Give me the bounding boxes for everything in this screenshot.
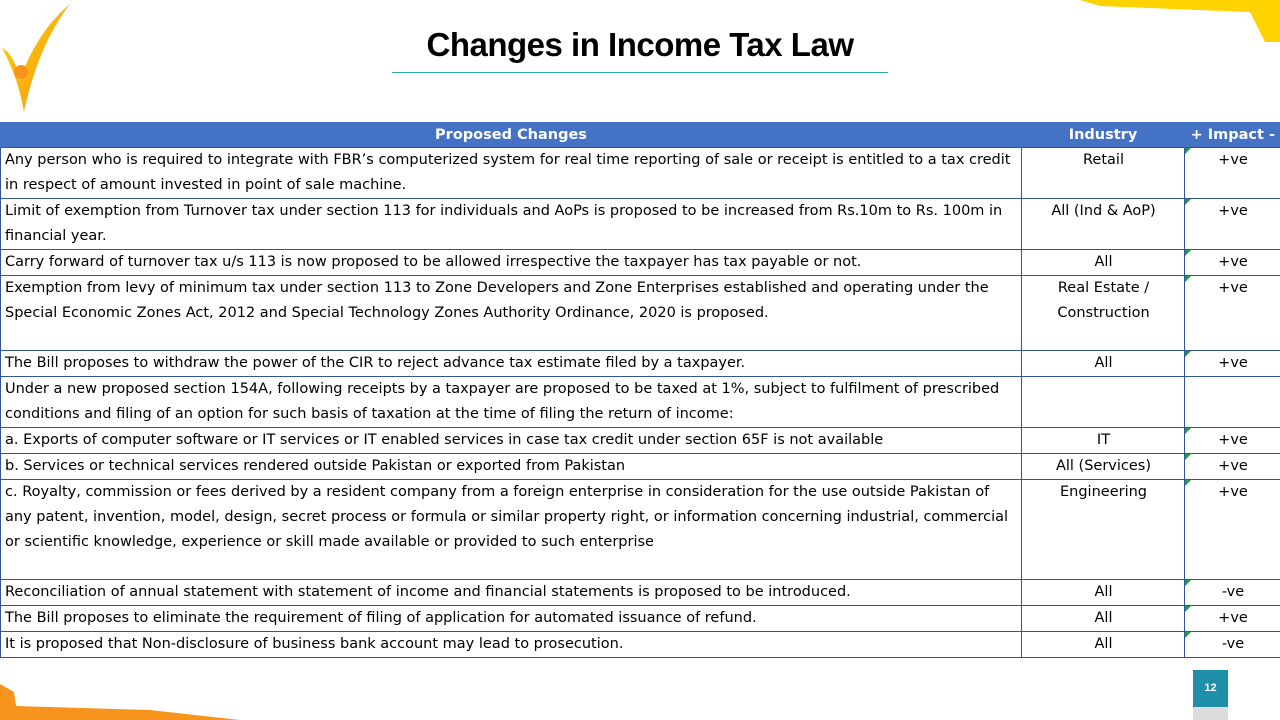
- slide-title: Changes in Income Tax Law: [426, 26, 854, 63]
- table-row: [1, 428, 1280, 454]
- industry-cell: All: [1022, 351, 1185, 377]
- header-impact: + Impact -: [1185, 122, 1280, 148]
- impact-value: +ve: [1218, 432, 1248, 448]
- table-row: [1, 480, 1280, 580]
- comment-flag-icon: [1185, 580, 1191, 586]
- comment-flag-icon: [1185, 199, 1191, 205]
- comment-flag-icon: [1185, 454, 1191, 460]
- impact-cell: [1185, 606, 1280, 632]
- tax-changes-table: [0, 122, 1280, 658]
- industry-cell: All (Ind & AoP): [1022, 199, 1185, 250]
- table-row: [1, 276, 1280, 351]
- industry-cell: Real Estate / Construction: [1022, 276, 1185, 351]
- industry-cell: [1022, 377, 1185, 428]
- header-proposed-changes: Proposed Changes: [1, 122, 1022, 148]
- table-row: [1, 199, 1280, 250]
- impact-cell: [1185, 454, 1280, 480]
- change-cell: Any person who is required to integrate with FBR’s computerized system for real time reporting of sale or receipt is entitled to a tax credit in respect of amount invested in point of sale machine.: [1, 148, 1022, 199]
- impact-cell: [1185, 351, 1280, 377]
- industry-cell: Engineering: [1022, 480, 1185, 580]
- page-number-footer: [1193, 707, 1228, 720]
- table-row: [1, 454, 1280, 480]
- change-cell: b. Services or technical services rendered outside Pakistan or exported from Pakistan: [1, 454, 1022, 480]
- industry-cell: IT: [1022, 428, 1185, 454]
- change-cell: Under a new proposed section 154A, following receipts by a taxpayer are proposed to be taxed at 1%, subject to fulfilment of prescribed conditions and filing of an option for such basis of taxation at the time of filing the return of income:: [1, 377, 1022, 428]
- corner-decoration-bottom-left: [0, 684, 240, 720]
- industry-cell: All: [1022, 580, 1185, 606]
- impact-value: +ve: [1218, 484, 1248, 500]
- impact-value: -ve: [1221, 584, 1245, 600]
- impact-value: +ve: [1218, 280, 1248, 296]
- change-cell: The Bill proposes to withdraw the power of the CIR to reject advance tax estimate filed by a taxpayer.: [1, 351, 1022, 377]
- impact-value: +ve: [1218, 355, 1248, 371]
- impact-value: -ve: [1221, 636, 1245, 652]
- impact-value: +ve: [1218, 458, 1248, 474]
- industry-cell: All: [1022, 250, 1185, 276]
- table-row: [1, 606, 1280, 632]
- industry-cell: All (Services): [1022, 454, 1185, 480]
- title-underline: [392, 72, 888, 73]
- change-cell: a. Exports of computer software or IT services or IT enabled services in case tax credit under section 65F is not available: [1, 428, 1022, 454]
- page-number-badge: 12: [1193, 670, 1228, 707]
- table-row: [1, 632, 1280, 658]
- table-header-row: [1, 122, 1280, 148]
- comment-flag-icon: [1185, 480, 1191, 486]
- comment-flag-icon: [1185, 428, 1191, 434]
- table-row: [1, 148, 1280, 199]
- comment-flag-icon: [1185, 148, 1191, 154]
- table-row: [1, 351, 1280, 377]
- industry-cell: All: [1022, 606, 1185, 632]
- change-cell: c. Royalty, commission or fees derived by a resident company from a foreign enterprise in consideration for the use outside Pakistan of any patent, invention, model, design, secret process or formula or similar property right, or information concerning industrial, commercial or scientific knowledge, experience or skill made available or provided to such enterprise: [1, 480, 1022, 580]
- impact-cell: [1185, 632, 1280, 658]
- change-cell: Carry forward of turnover tax u/s 113 is now proposed to be allowed irrespective the taxpayer has tax payable or not.: [1, 250, 1022, 276]
- impact-cell: [1185, 199, 1280, 250]
- change-cell: Exemption from levy of minimum tax under section 113 to Zone Developers and Zone Enterprises established and operating under the Special Economic Zones Act, 2012 and Special Technology Zones Authority Ordinance, 2020 is proposed.: [1, 276, 1022, 351]
- impact-value: +ve: [1218, 610, 1248, 626]
- impact-value: +ve: [1218, 152, 1248, 168]
- comment-flag-icon: [1185, 606, 1191, 612]
- comment-flag-icon: [1185, 351, 1191, 357]
- impact-value: +ve: [1218, 254, 1248, 270]
- table-row: [1, 580, 1280, 606]
- comment-flag-icon: [1185, 250, 1191, 256]
- impact-value: +ve: [1218, 203, 1248, 219]
- impact-cell: [1185, 377, 1280, 428]
- industry-cell: All: [1022, 632, 1185, 658]
- change-cell: The Bill proposes to eliminate the requirement of filing of application for automated issuance of refund.: [1, 606, 1022, 632]
- impact-cell: [1185, 250, 1280, 276]
- change-cell: Reconciliation of annual statement with statement of income and financial statements is proposed to be introduced.: [1, 580, 1022, 606]
- impact-cell: [1185, 276, 1280, 351]
- table-row: [1, 250, 1280, 276]
- table-row: [1, 377, 1280, 428]
- comment-flag-icon: [1185, 632, 1191, 638]
- impact-cell: [1185, 580, 1280, 606]
- impact-cell: [1185, 148, 1280, 199]
- change-cell: Limit of exemption from Turnover tax under section 113 for individuals and AoPs is proposed to be increased from Rs.10m to Rs. 100m in financial year.: [1, 199, 1022, 250]
- impact-cell: [1185, 428, 1280, 454]
- industry-cell: Retail: [1022, 148, 1185, 199]
- impact-cell: [1185, 480, 1280, 580]
- header-industry: Industry: [1022, 122, 1185, 148]
- change-cell: It is proposed that Non-disclosure of business bank account may lead to prosecution.: [1, 632, 1022, 658]
- comment-flag-icon: [1185, 276, 1191, 282]
